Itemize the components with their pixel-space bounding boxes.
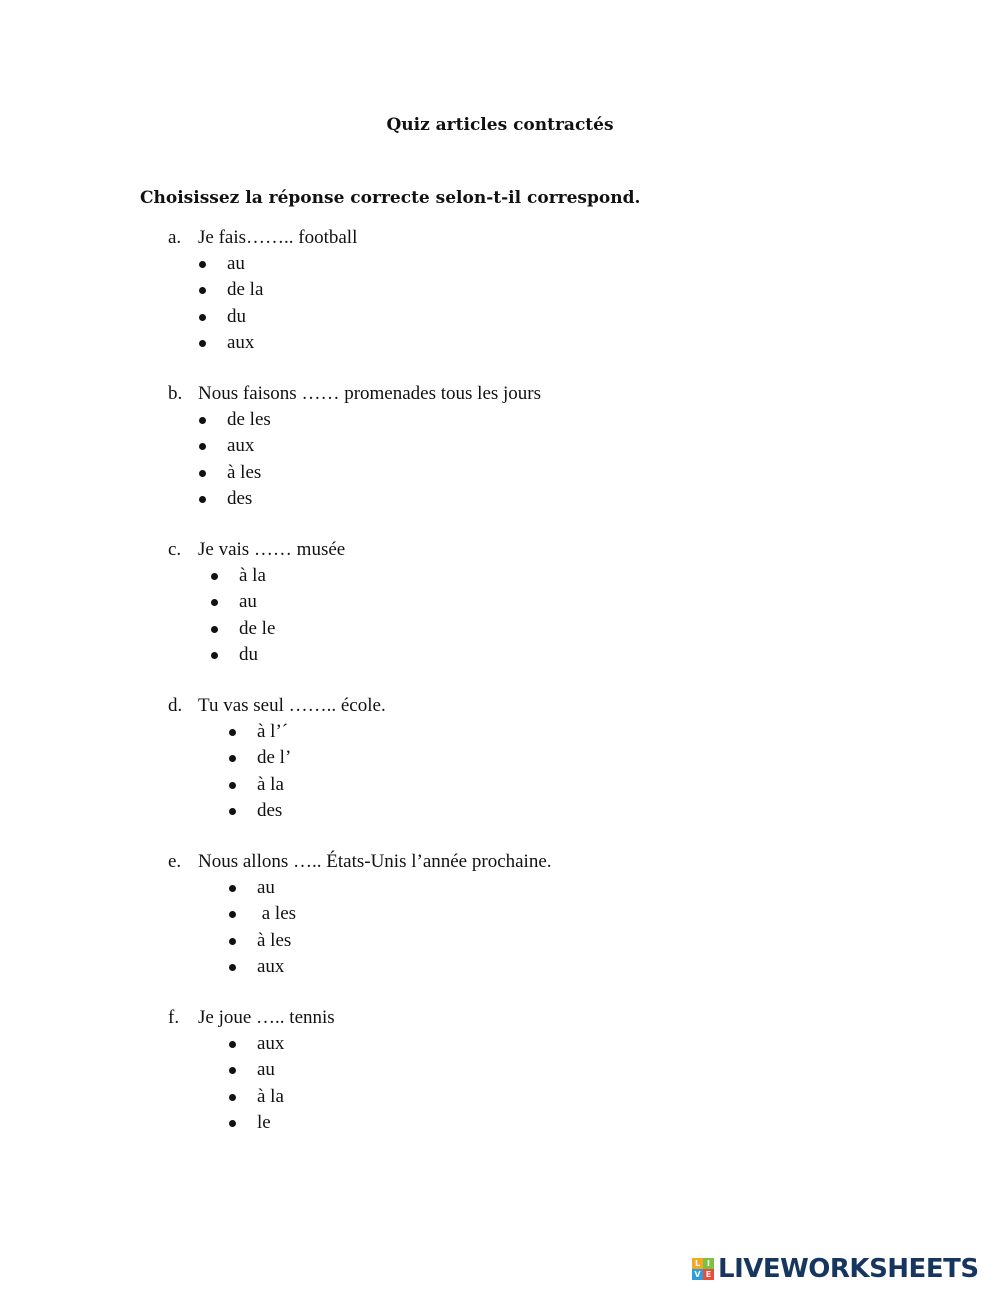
bullet-icon bbox=[229, 1094, 236, 1101]
answer-option[interactable] bbox=[0, 875, 1000, 901]
bullet-icon bbox=[229, 755, 236, 762]
answer-option[interactable] bbox=[0, 589, 1000, 615]
answer-option[interactable] bbox=[0, 486, 1000, 512]
answer-option-label: de les bbox=[227, 409, 271, 430]
answer-option-label: aux bbox=[257, 1033, 285, 1054]
bullet-icon bbox=[229, 885, 236, 892]
answer-option-label: à la bbox=[239, 565, 266, 586]
bullet-icon bbox=[229, 1041, 236, 1048]
logo-mark-tile: E bbox=[703, 1269, 714, 1280]
bullet-icon bbox=[199, 417, 206, 424]
question-line bbox=[0, 849, 1000, 875]
question-text: Nous faisons …… promenades tous les jours bbox=[198, 383, 542, 404]
question-letter: b. bbox=[168, 383, 183, 404]
answer-option-label: des bbox=[227, 488, 253, 509]
answer-option-label: à les bbox=[227, 462, 262, 483]
answer-option-label: à la bbox=[257, 774, 284, 795]
question-letter: d. bbox=[168, 695, 183, 716]
bullet-icon bbox=[229, 729, 236, 736]
answer-option-label: aux bbox=[227, 332, 255, 353]
answer-option[interactable] bbox=[0, 251, 1000, 277]
logo-mark-tile: I bbox=[703, 1258, 714, 1269]
answer-option[interactable] bbox=[0, 1057, 1000, 1083]
answer-option[interactable] bbox=[0, 719, 1000, 745]
answer-option-label: à l’´ bbox=[257, 721, 289, 742]
bullet-icon bbox=[229, 911, 236, 918]
answer-option[interactable] bbox=[0, 330, 1000, 356]
instruction-text: Choisissez la réponse correcte selon-t-il correspond. bbox=[140, 188, 641, 208]
answer-option[interactable] bbox=[0, 901, 1000, 927]
bullet-icon bbox=[199, 340, 206, 347]
bullet-icon bbox=[199, 443, 206, 450]
bullet-icon bbox=[229, 938, 236, 945]
answer-option[interactable] bbox=[0, 304, 1000, 330]
answer-option[interactable] bbox=[0, 277, 1000, 303]
bullet-icon bbox=[199, 287, 206, 294]
answer-option-label: au bbox=[239, 591, 257, 612]
bullet-icon bbox=[211, 652, 218, 659]
question-text: Nous allons ….. États-Unis l’année prochaine. bbox=[198, 851, 552, 872]
bullet-icon bbox=[229, 1120, 236, 1127]
answer-option-label: du bbox=[227, 306, 246, 327]
bullet-icon bbox=[199, 261, 206, 268]
answer-option[interactable] bbox=[0, 563, 1000, 589]
answer-option[interactable] bbox=[0, 433, 1000, 459]
liveworksheets-logo bbox=[692, 1254, 979, 1284]
answer-option-label: à la bbox=[257, 1086, 284, 1107]
logo-mark-tile: V bbox=[692, 1269, 703, 1280]
answer-option-label: le bbox=[257, 1112, 271, 1133]
answer-option-label: au bbox=[257, 1059, 275, 1080]
bullet-icon bbox=[199, 470, 206, 477]
question-letter: e. bbox=[168, 851, 182, 872]
question-line bbox=[0, 225, 1000, 251]
answer-option[interactable] bbox=[0, 954, 1000, 980]
question-line bbox=[0, 693, 1000, 719]
answer-option-label: au bbox=[227, 253, 245, 274]
bullet-icon bbox=[211, 573, 218, 580]
bullet-icon bbox=[199, 496, 206, 503]
answer-option[interactable] bbox=[0, 642, 1000, 668]
bullet-icon bbox=[211, 626, 218, 633]
logo-mark-tile: L bbox=[692, 1258, 703, 1269]
question-line bbox=[0, 537, 1000, 563]
answer-option-label: de l’ bbox=[257, 747, 292, 768]
logo-text: LIVEWORKSHEETS bbox=[718, 1254, 979, 1284]
answer-option[interactable] bbox=[0, 616, 1000, 642]
answer-option[interactable] bbox=[0, 928, 1000, 954]
answer-option[interactable] bbox=[0, 798, 1000, 824]
answer-option-label: à les bbox=[257, 930, 292, 951]
answer-option-label: de le bbox=[239, 618, 276, 639]
bullet-icon bbox=[229, 782, 236, 789]
question-text: Je joue ….. tennis bbox=[198, 1007, 335, 1028]
answer-option-label: aux bbox=[227, 435, 255, 456]
answer-option[interactable] bbox=[0, 1084, 1000, 1110]
answer-option[interactable] bbox=[0, 772, 1000, 798]
answer-option-label: de la bbox=[227, 279, 264, 300]
answer-option[interactable] bbox=[0, 460, 1000, 486]
question-line bbox=[0, 381, 1000, 407]
answer-option[interactable] bbox=[0, 745, 1000, 771]
answer-option-label: aux bbox=[257, 956, 285, 977]
bullet-icon bbox=[199, 314, 206, 321]
answer-option[interactable] bbox=[0, 1031, 1000, 1057]
question-letter: c. bbox=[168, 539, 182, 560]
bullet-icon bbox=[229, 964, 236, 971]
bullet-icon bbox=[229, 808, 236, 815]
answer-option-label: a les bbox=[257, 903, 297, 924]
answer-option-label: au bbox=[257, 877, 275, 898]
bullet-icon bbox=[229, 1067, 236, 1074]
logo-mark-icon bbox=[692, 1258, 714, 1280]
question-letter: f. bbox=[168, 1007, 180, 1028]
answer-option-label: des bbox=[257, 800, 283, 821]
question-text: Je vais …… musée bbox=[198, 539, 346, 560]
question-text: Je fais…….. football bbox=[198, 227, 358, 248]
question-letter: a. bbox=[168, 227, 182, 248]
question-text: Tu vas seul …….. école. bbox=[198, 695, 386, 716]
page-title: Quiz articles contractés bbox=[386, 115, 614, 135]
answer-option-label: du bbox=[239, 644, 258, 665]
answer-option[interactable] bbox=[0, 407, 1000, 433]
question-line bbox=[0, 1005, 1000, 1031]
bullet-icon bbox=[211, 599, 218, 606]
answer-option[interactable] bbox=[0, 1110, 1000, 1136]
